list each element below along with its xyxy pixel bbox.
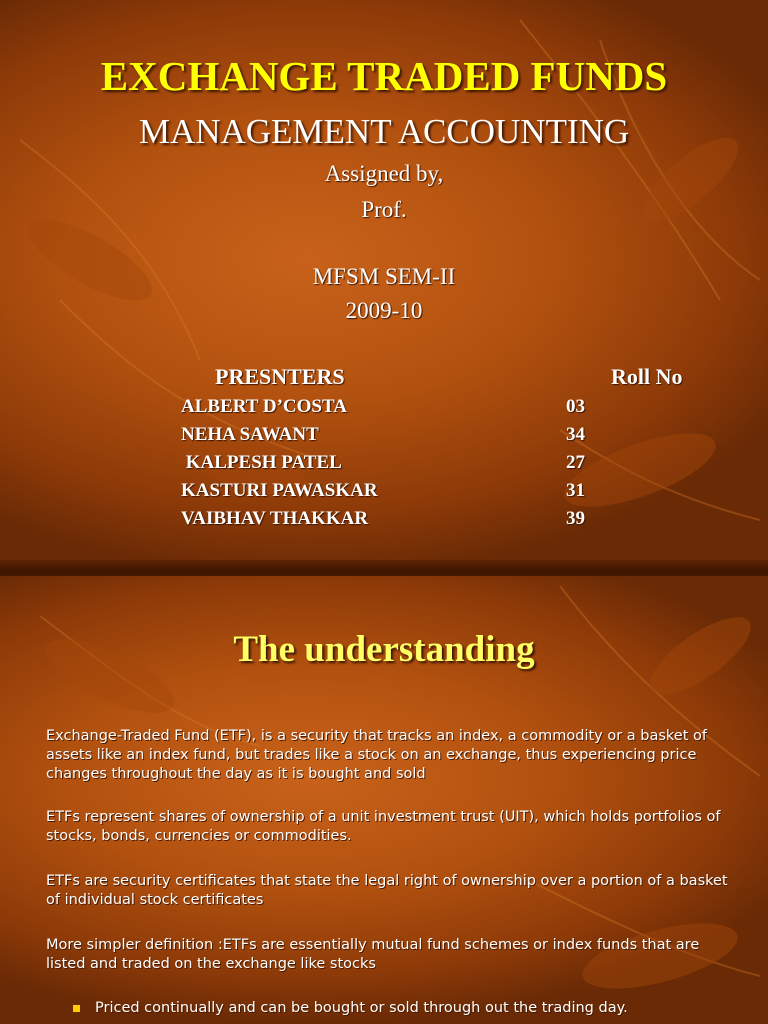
presenter-name: VAIBHAV THAKKAR <box>181 508 369 529</box>
presenter-roll: 03 <box>566 396 585 417</box>
bullet-text: Priced continually and can be bought or sold through out the trading day. <box>95 1000 628 1016</box>
presenter-name: NEHA SAWANT <box>181 424 319 445</box>
paragraph-etf-ownership: ETFs represent shares of ownership of a unit investment trust (UIT), which holds portfolios of stocks, bonds, currencies or commodities. <box>46 809 721 844</box>
presenter-name: KASTURI PAWASKAR <box>181 480 378 501</box>
presenter-roll: 34 <box>566 424 585 445</box>
presenter-row <box>0 396 768 424</box>
presenter-roll: 31 <box>566 480 585 501</box>
year: 2009-10 <box>345 298 423 323</box>
roll-header: Roll No <box>611 364 683 389</box>
paragraph-etf-definition: Exchange-Traded Fund (ETF), is a security that tracks an index, a commodity or a basket of assets like an index fund, but trades like a stock on an exchange, thus experiencing price changes throughout the day as it is bought and sold <box>46 728 707 782</box>
presenter-row <box>0 480 768 508</box>
assigned-by: Assigned by, <box>324 161 444 186</box>
course: MFSM SEM-II <box>312 264 456 289</box>
presenter-roll: 39 <box>566 508 585 529</box>
presenter-row <box>0 452 768 480</box>
main-title: EXCHANGE TRADED FUNDS <box>100 53 668 99</box>
prof: Prof. <box>361 197 407 222</box>
paragraph-etf-certificates: ETFs are security certificates that state the legal right of ownership over a portion of a basket of individual stock certificates <box>46 873 728 908</box>
presenters-header: PRESNTERS <box>215 364 345 389</box>
presenter-name: KALPESH PATEL <box>181 452 342 473</box>
bullet-item <box>95 1000 755 1016</box>
subtitle: MANAGEMENT ACCOUNTING <box>138 112 630 151</box>
presenter-row <box>0 508 768 536</box>
slide-title: The understanding <box>233 629 535 670</box>
presenter-roll: 27 <box>566 452 585 473</box>
presenter-name: ALBERT D’COSTA <box>181 396 347 417</box>
bullet-square-icon <box>73 1005 80 1012</box>
presenter-row <box>0 424 768 452</box>
understanding-slide <box>0 576 768 1024</box>
paragraph-simpler-definition: More simpler definition :ETFs are essentially mutual fund schemes or index funds that are listed and traded on the exchange like stocks <box>46 937 700 972</box>
